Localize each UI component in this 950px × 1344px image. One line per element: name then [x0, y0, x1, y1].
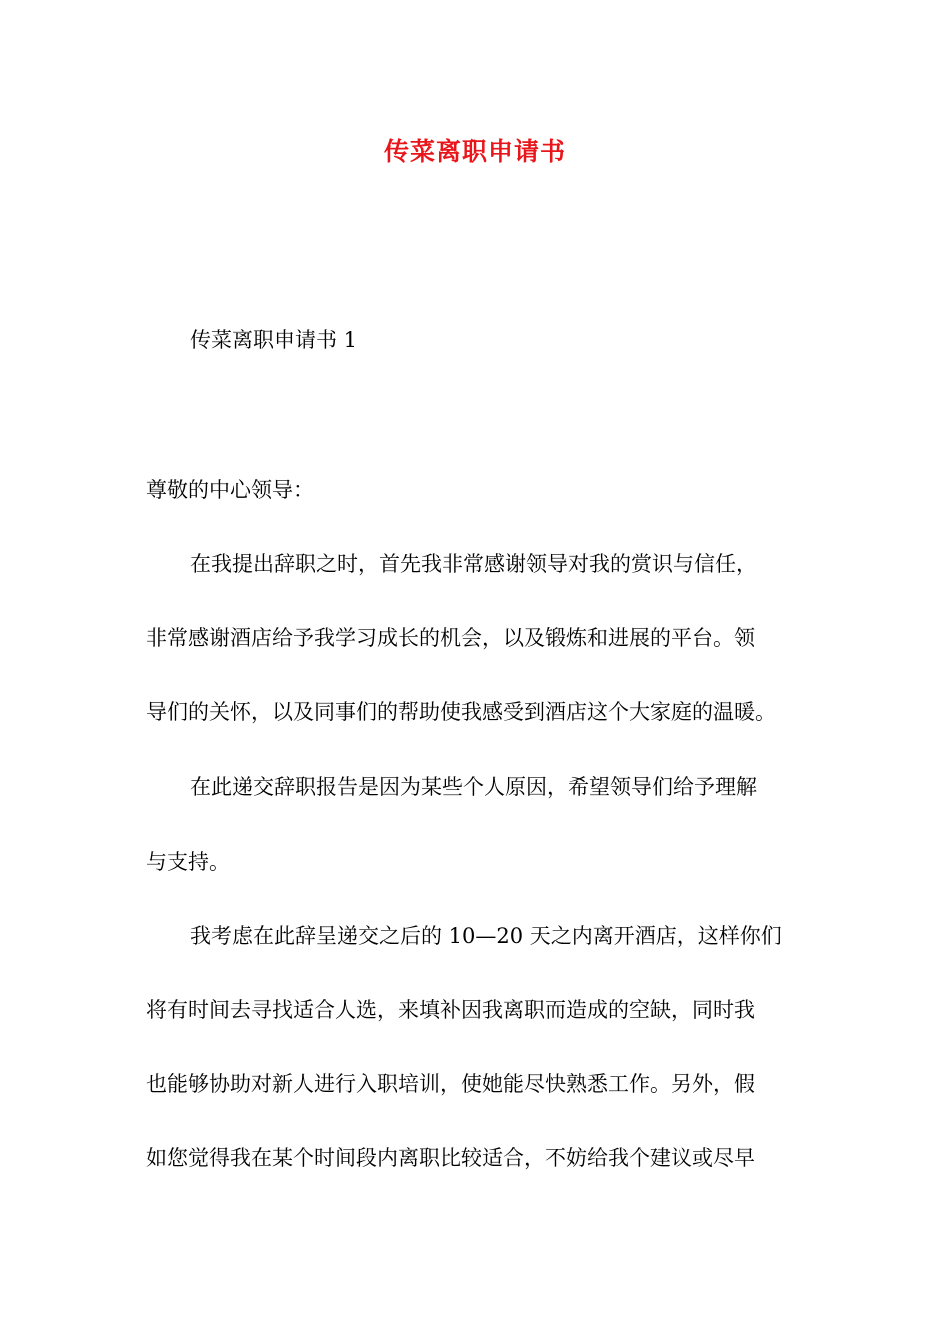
salutation: 尊敬的中心领导： — [146, 478, 314, 502]
section-heading: 传菜离职申请书 1 — [190, 328, 358, 352]
paragraph-line: 如您觉得我在某个时间段内离职比较适合，不妨给我个建议或尽早 — [146, 1146, 755, 1170]
paragraph-line: 导们的关怀，以及同事们的帮助使我感受到酒店这个大家庭的温暖。 — [146, 700, 776, 724]
paragraph-line: 我考虑在此辞呈递交之后的 10—20 天之内离开酒店，这样你们 — [190, 924, 782, 948]
paragraph-line: 也能够协助对新人进行入职培训，使她能尽快熟悉工作。另外，假 — [146, 1072, 755, 1096]
paragraph-line: 将有时间去寻找适合人选，来填补因我离职而造成的空缺，同时我 — [146, 998, 755, 1022]
paragraph-line: 在此递交辞职报告是因为某些个人原因，希望领导们给予理解 — [190, 775, 757, 799]
document-title: 传菜离职申请书 — [383, 137, 566, 166]
paragraph-line: 非常感谢酒店给予我学习成长的机会，以及锻炼和进展的平台。领 — [146, 626, 755, 650]
paragraph-line: 在我提出辞职之时，首先我非常感谢领导对我的赏识与信任， — [190, 552, 757, 576]
paragraph-line: 与支持。 — [146, 850, 230, 874]
